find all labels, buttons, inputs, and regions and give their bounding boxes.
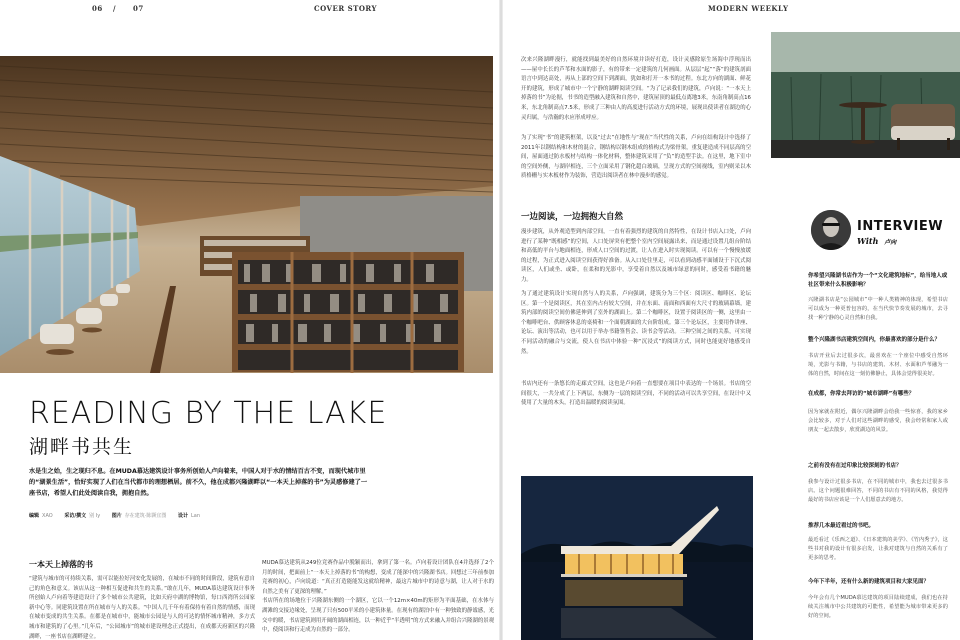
page-number-right: 07 [133, 4, 144, 13]
article-credits [29, 512, 210, 519]
interview-answer-1: 兴隆湖书店是“公园城市”中一种人类精神的体现，希望书店可以成为一种更普包容的，在当代快节奏发展的城市，去寻找一种宁静的心灵自然和自我。 [808, 297, 948, 321]
article-title-chinese: 湖畔书共生 [29, 436, 135, 458]
section-heading-book-from-sky: 一本天上掉落的书 [29, 560, 93, 569]
body-column-3-para-2: 为了实现“书”的建筑框架，以及“过去”在地性与“现在”当代性的关系，卢向在结构设计中选择了2011年以钢结构和木材的混合，钢结构以钢木组成的格构式为梁骨架，重复建造成不同层高的空间，屋面通过防水板材与结构一体化材料，整体建筑采用了“负”的造型手法。在这里，地下室中的空间外侧，与湖岸相连，三个立面采用了钢化超白玻璃，呈现方式的空间视线，室内则采以木质格栅与实木板材作为装饰，营造出阅读者在林中漫步的感觉。 [521, 135, 751, 180]
credit-value-writer: 别 Iy [89, 513, 101, 519]
interview-with-label: With [857, 236, 879, 246]
interview-question-4: 之前有没有在过印象比较深刻的书店？ [808, 463, 902, 469]
credit-label-editor: 编辑 [29, 513, 40, 519]
interview-with [857, 236, 896, 246]
interview-with-name: 卢向 [884, 239, 897, 246]
interview-answer-5: 最近看过《乐西之道》、《日本建筑的美学》、《竹内秀子》，这些书对我的设计有很多启发，让我对建筑与自然的关系有了更多的思考。 [808, 537, 948, 561]
credit-label-writer: 采访/撰文 [64, 513, 87, 519]
magazine-name: MODERN WEEKLY [708, 4, 789, 13]
body-column-2: MUDA慕达建筑从249位竞赛作品中脱颖而出，拿到了第一名。卢向着设计团队在4并选择了2个月的时间，把面前上“一本天上掉落的书”的构想，变成了能深中的兴隆湖书店。回想过三年前参加竞赛的初心，卢向说道：“真正打造能能发这就给精神，最这片城市中的诗意与湖，让人对于水的自然之美有了更深的理解。” 书店所在的场地位于兴隆湖东侧的一个湖区，它以一个12m×40m的矩形为平面基础，在水体与湖滩的交接边缘处，呈现了只有500平米的小建筑体量。在现有的湖泊中有一种独致的静谧感，光交中的暖，书店建筑则用开阔的湖面相连，以一种近乎“半透明”的方式来融入并组合兴隆湖的景观中，使阅读和行走成为自然的一部分。 [262, 560, 494, 634]
interview-answer-2: 书店开业后去过很多次，最喜欢在一个座位中感受自然环境，光影与书籍，与书店的建筑、木材、水面和芦苇融为一体的自然，时间在这一刻仿佛静止，具体会觉得很美好。 [808, 353, 948, 377]
page-number-left: 06 [92, 4, 103, 13]
interview-question-2: 整个兴隆湖书店建筑空间内，你最喜欢的部分是什么？ [808, 337, 941, 343]
interview-title: INTERVIEW [857, 219, 944, 234]
section-heading-reading-nature: 一边阅读，一边拥抱大自然 [521, 212, 624, 222]
bookstore-night-photo [521, 476, 753, 640]
body-column-3-para-5: 书店内还有一条悠长的走廊式空间，这也是卢向着一直想要在项目中表达的一个场景。书店的空间很大，一共分成了上下两层，东侧为一层的阅读空间，不同的活动可以共享空间，在设计中又使用了大量的木头，打造出温暖的阅读氛围。 [521, 381, 751, 407]
credit-value-design: Lan [190, 513, 201, 519]
library-interior-illustration [0, 56, 493, 373]
interview-question-1: 你希望兴隆湖书店作为一个“文化建筑地标”，给当地人或社区带来什么积极影响？ [808, 273, 948, 288]
interview-answer-6: 今年会有几个MUDA慕达建筑的项目陆续建成，我们也在持续关注城市中公共建筑的可能性，希望能为城市带来更多的好的空间。 [808, 595, 948, 619]
article-title-english: READING BY THE LAKE [29, 396, 388, 431]
bookstore-night-illustration [521, 476, 753, 640]
avatar-portrait-icon [811, 210, 851, 250]
body-column-3-para-3: 漫步建筑，从外观造型到内部空间，一直有着强烈的建筑的自然特性，在设计书店入口处，卢向进行了某种“既相感”的空间，人口处屏突有把整个室内空间展露出来，而是通过设置几组台阶结和高低的平台与地面相连，形成人口空间的过渡，让人在进入时实现阅读。可以有一个慢慢放缓的过程，为正式进入阅读空间获得好准备。从入口处往里走，可以看到动感平面铺设于下沉式阅读区，人们或坐、或卧，在柔和的光影中，享受着自然以及城市绿意的同时，感受着书籍的魅力。 [521, 229, 751, 282]
interview-question-5: 推荐几本最近看过的书吧。 [808, 523, 875, 529]
body-column-3-para-4: 为了通过建筑设计实现自然与人的关系，卢向强调，建筑分为三个区：阅读区、咖啡区、论坛区。第一个是阅读区，其在室内占有较大空间，并在东面、南面和西面有大尺寸的玻璃幕墙，建筑内部的阅读空间仿佛延伸到了室外的湖面上。第二个咖啡区，设置于阅读区的一侧，这里由一个咖啡吧台、供顾客休息的桌椅和一个面朝湖面的大台阶组成。第三个论坛区，主要用作讲座、论坛、演出等活动，也可以用于举办书籍签售会、读书会等活动。三种空间之间的关系，可实现不同活动的融合与交流，使人在书店中体验一种“沉浸式”的阅读方式，同时也能更好地感受自然。 [521, 291, 751, 355]
library-interior-photo [0, 56, 493, 373]
credit-value-photo: 存在建筑·陈颢宜图 [124, 513, 167, 519]
interview-question-6: 今年下半年，还有什么新的建筑项目和大家见面？ [808, 579, 930, 585]
section-label: COVER STORY [314, 4, 378, 13]
body-column-1: “建筑与城市的可持续关系，需可以能拉好河安化发展的，在城市不同的时间阶段，建筑有意自己的角色和意义。该店从这一种相互促进和共生的关系。”敢在几年，MUDA慕达建筑设计事务所创始人卢向着等建造设计了多个城市公共建筑，比如天府中湖的博物馆，每口西湾所公园家新中心等。同建筑设置在所在城市与人的关系。“中国人几千年有着保持有着自然的情感，而现在城市变成的共生关系。在都是在城市中，能城市公园是与人的可达的情怀城市精神，多方式城市和建筑的了心里。”几年后，“公园城市”的城市建设理念正式提出，在成都天府新区的兴隆湖畔，一座书店在湖畔建立。 [29, 576, 255, 640]
lakeside-seating-illustration [771, 32, 960, 158]
credit-label-design: 设计 [177, 513, 188, 519]
credit-label-photo: 图片 [111, 513, 122, 519]
interview-answer-4: 我参与设计过很多书店，在不同的城市中，我也去过很多书店。这个问题很难回答，不同的书店有不同的风格，我觉得最好的书店应该是一个人们愿意去的地方。 [808, 479, 948, 503]
body-column-3-para-1: 次来兴隆湖畔漫行，就能找到最美好的自然环境并读好打造，设计灵感除原生场海中浮现而出——屋中长长的芦苇和水面的影子，有的带来一定建筑的几何画面。从层层“起”“落”的建筑剖面语言中到达高处，再从上部的空间下到湖面，犹如和打开一本书的过程。东北方向的湖面、鲜花开的建筑，形成了城市中一个宁静的湖畔阅读空间。“为了记录我们的建筑，卢向说：“一本天上掉落的书”为论据，书书的造型融入建筑和自然中，建筑屋顶的最低点离地3米，东南角制高点16米，东北角制高点7.5米，形成了三种由人的高度进行活动方式的环境，展现出使读者在湖边的心灵归属，与浩瀚的水应形成呼应。 [521, 57, 751, 121]
page-gutter [499, 0, 503, 640]
page-number-separator: / [113, 4, 117, 13]
interview-question-3: 在成都，你常去拜访的“城市湖畔”有哪些？ [808, 391, 915, 397]
interviewee-avatar [811, 210, 851, 250]
article-lede: 水是生之始，生之现归不息。在MUDA慕达建筑设计事务所创始人卢向着来，中国人对于水的情结百古不变，而现代城市里的“湖景生活”，恰好实现了人们在当代都市的理想栖居。前不久，他在成都兴隆湖畔以“一本天上掉落的书”为灵感修建了一座书店，希望人们此处阅读自我，拥抱自然。 [29, 468, 368, 497]
interview-answer-3: 因为家就在附近，偶尔兴隆湖畔会给我一些惊喜，我的家乡会比较多，对于人们对这些湖畔的感受，我会经常和家人或朋友一起去散步，欣赏湖边的风景。 [808, 409, 948, 433]
lakeside-seating-photo [771, 32, 960, 158]
credit-value-editor: XAO [42, 513, 53, 519]
